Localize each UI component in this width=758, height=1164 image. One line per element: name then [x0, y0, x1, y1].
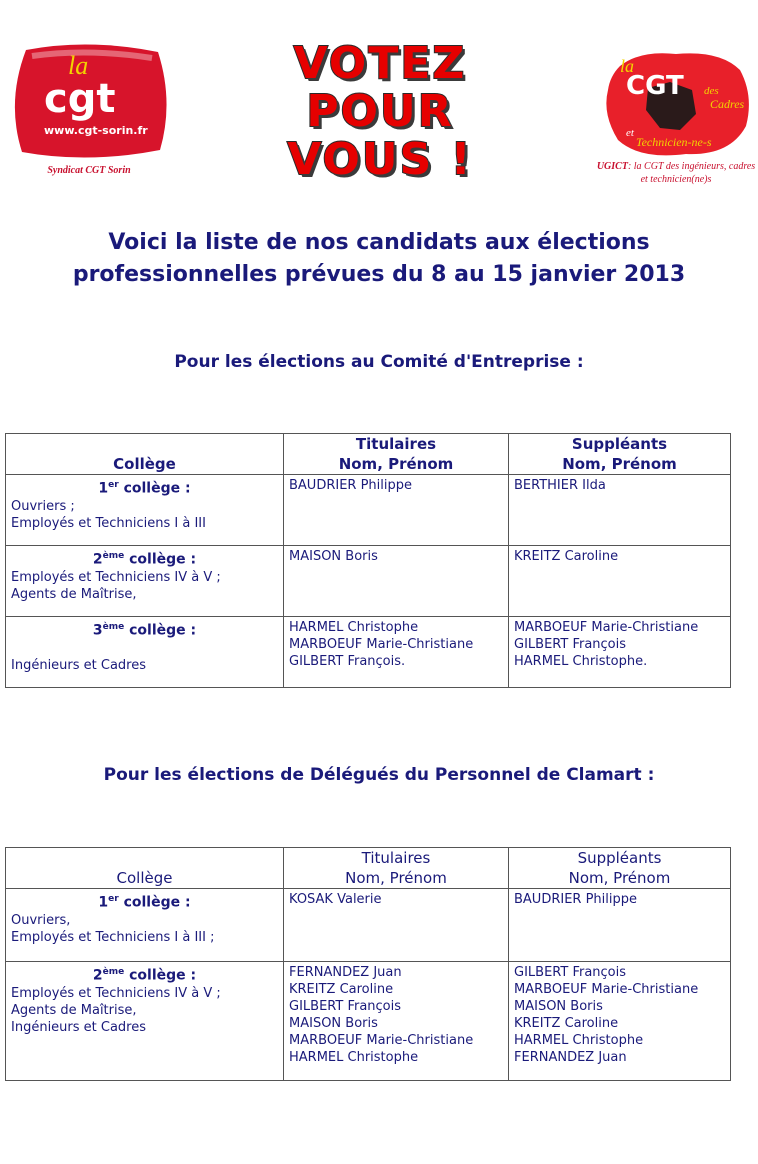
table-row — [6, 546, 731, 617]
dp-candidates-table — [5, 847, 731, 1081]
candidate-name: GILBERT François. — [289, 654, 406, 669]
header-titulaires: Titulaires Nom, Prénom — [284, 434, 509, 475]
candidate-name: FERNANDEZ Juan — [514, 1050, 627, 1065]
headline-line-3: VOUS ! — [287, 134, 473, 185]
cgt-sorin-logo — [8, 42, 170, 162]
caption-ugict: UGICT — [596, 161, 628, 172]
suppleants-cell — [509, 475, 731, 546]
titulaires-cell — [284, 475, 509, 546]
logo-cgt-text: cgt — [44, 76, 116, 122]
candidate-name: MAISON Boris — [514, 999, 603, 1014]
titulaires-cell — [284, 617, 509, 688]
college-desc: Ouvriers, — [11, 912, 71, 928]
candidate-name: GILBERT François — [289, 999, 402, 1014]
college-name: 1er collège : — [98, 894, 191, 911]
college-desc: Employés et Techniciens IV à V ; — [11, 569, 221, 585]
candidate-name: MARBOEUF Marie-Christiane — [514, 982, 699, 997]
headline-line-1: VOTEZ — [293, 38, 467, 89]
table-header-row — [6, 848, 731, 889]
header-titulaires: Titulaires Nom, Prénom — [284, 848, 509, 889]
college-desc: Agents de Maîtrise, — [11, 586, 137, 602]
header-college: Collège — [6, 848, 284, 889]
titulaires-cell — [284, 546, 509, 617]
candidate-name: HARMEL Christophe — [514, 1033, 644, 1048]
candidate-name: KOSAK Valerie — [289, 892, 382, 907]
candidate-name: MAISON Boris — [289, 1016, 378, 1031]
ce-candidates-table — [5, 433, 731, 688]
logo-url-text: www.cgt-sorin.fr — [44, 124, 148, 137]
college-desc: Ouvriers ; — [11, 498, 75, 514]
intro-line-1: Voici la liste de nos candidats aux élections — [108, 230, 650, 255]
candidate-name: MARBOEUF Marie-Christiane — [289, 1033, 474, 1048]
titulaires-cell — [284, 889, 509, 962]
logo-right-cgt-text: CGT — [626, 71, 684, 101]
suppleants-cell — [509, 546, 731, 617]
candidate-name: MAISON Boris — [289, 549, 378, 564]
logo-right-des-text: des — [704, 85, 719, 97]
college-cell — [6, 475, 284, 546]
candidate-name: BERTHIER Ilda — [514, 478, 606, 493]
caption-ugict-desc: : la CGT des ingénieurs, cadres et technicien(ne)s — [627, 161, 756, 185]
titulaires-cell — [284, 962, 509, 1081]
college-desc: Ingénieurs et Cadres — [11, 657, 147, 673]
college-name: 2ème collège : — [92, 967, 197, 984]
headline-line-2: POUR — [306, 86, 454, 137]
candidate-name: HARMEL Christophe. — [514, 654, 648, 669]
suppleants-cell — [509, 889, 731, 962]
cgt-ugict-logo — [600, 48, 752, 160]
college-name: 1er collège : — [98, 480, 191, 497]
candidate-name: KREITZ Caroline — [514, 1016, 619, 1031]
candidate-name: BAUDRIER Philippe — [514, 892, 637, 907]
header-suppleants: Suppléants Nom, Prénom — [509, 848, 731, 889]
logo-right-caption — [596, 160, 756, 186]
intro-line-2: professionnelles prévues du 8 au 15 janvier 2013 — [72, 262, 686, 287]
logo-la-text: la — [68, 51, 89, 80]
college-cell — [6, 617, 284, 688]
logo-left-caption: Syndicat CGT Sorin — [47, 165, 131, 176]
dp-heading: Pour les élections de Délégués du Personnel de Clamart : — [103, 765, 655, 785]
logo-right-et-text: et — [626, 127, 634, 139]
candidate-name: GILBERT François — [514, 637, 627, 652]
table-row — [6, 889, 731, 962]
candidate-name: HARMEL Christophe — [289, 1050, 419, 1065]
college-desc: Employés et Techniciens I à III ; — [11, 929, 215, 945]
suppleants-cell — [509, 962, 731, 1081]
candidate-name: FERNANDEZ Juan — [289, 965, 402, 980]
candidate-name: HARMEL Christophe — [289, 620, 419, 635]
college-name: 3ème collège : — [92, 622, 197, 639]
candidate-name: KREITZ Caroline — [289, 982, 394, 997]
college-cell — [6, 962, 284, 1081]
table-header-row — [6, 434, 731, 475]
college-desc: Employés et Techniciens IV à V ; — [11, 985, 221, 1001]
candidate-name: MARBOEUF Marie-Christiane — [289, 637, 474, 652]
suppleants-cell — [509, 617, 731, 688]
header-college: Collège — [6, 434, 284, 475]
table-row — [6, 475, 731, 546]
logo-right-la-text: la — [620, 56, 635, 76]
candidate-name: GILBERT François — [514, 965, 627, 980]
ce-heading: Pour les élections au Comité d'Entreprise : — [174, 352, 584, 372]
college-cell — [6, 889, 284, 962]
college-desc: Employés et Techniciens I à III — [11, 515, 206, 531]
logo-right-technicien-text: Technicien-ne-s — [636, 135, 712, 149]
table-row — [6, 962, 731, 1081]
table-row — [6, 617, 731, 688]
college-name: 2ème collège : — [92, 551, 197, 568]
candidate-name: KREITZ Caroline — [514, 549, 619, 564]
college-desc: Agents de Maîtrise, — [11, 1002, 137, 1018]
college-desc: Ingénieurs et Cadres — [11, 1019, 147, 1035]
candidate-name: BAUDRIER Philippe — [289, 478, 412, 493]
candidate-name: MARBOEUF Marie-Christiane — [514, 620, 699, 635]
logo-right-cadres-text: Cadres — [710, 97, 745, 111]
college-cell — [6, 546, 284, 617]
header-suppleants: Suppléants Nom, Prénom — [509, 434, 731, 475]
